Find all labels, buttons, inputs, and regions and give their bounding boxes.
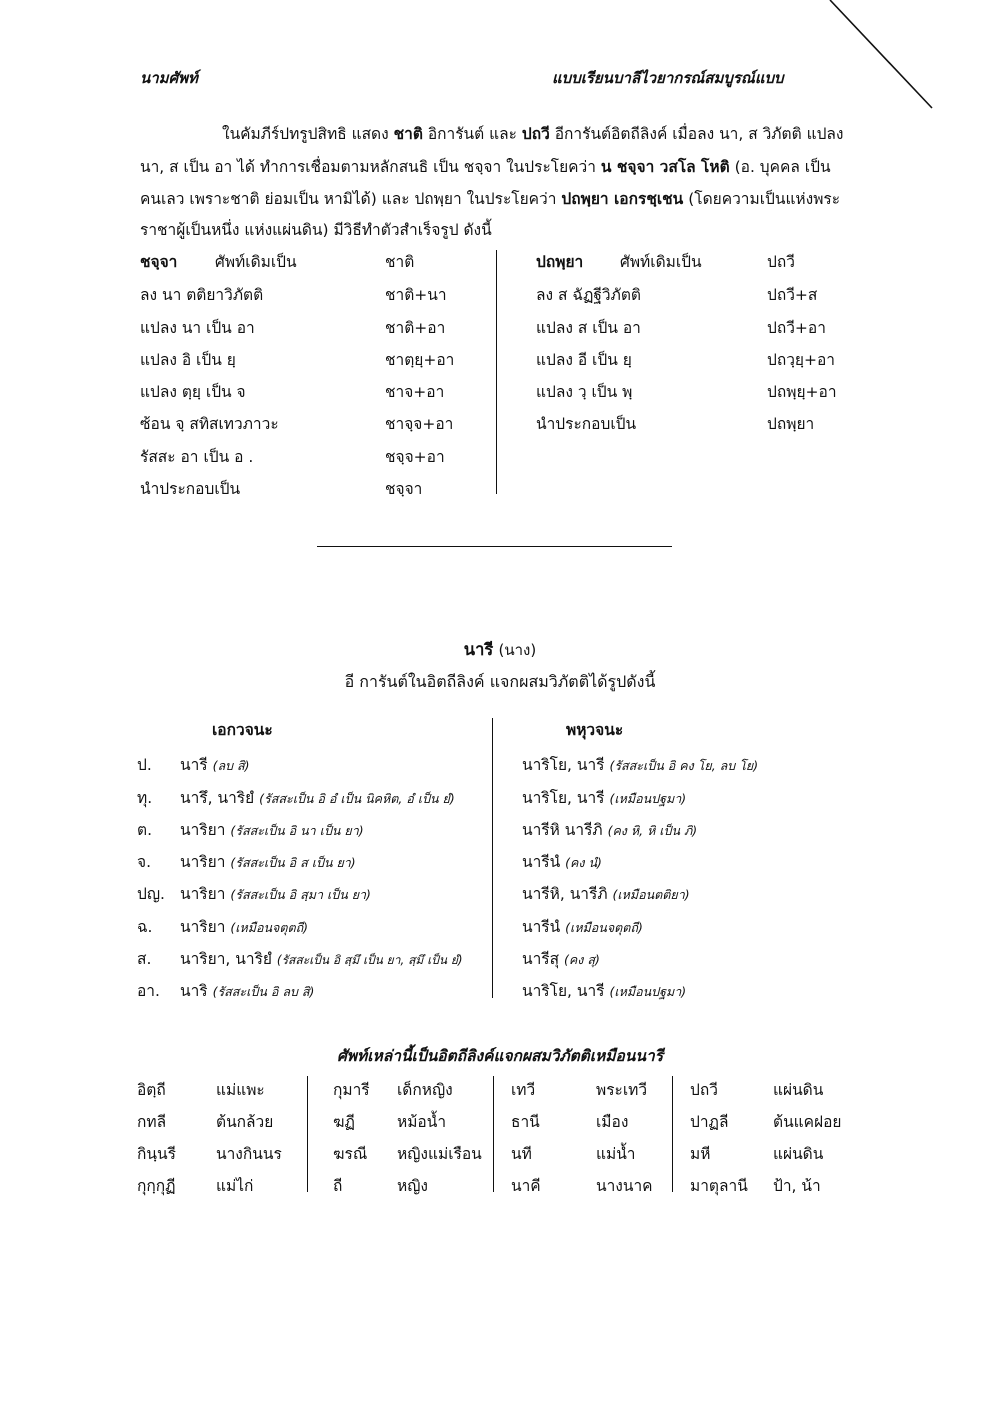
nari-subtitle: อี การันต์ในอิตถีลิงค์ แจกผสมวิภัตติได้รูปดังนี้	[344, 672, 656, 691]
wordlist-meaning: แผ่นดิน	[773, 1081, 824, 1099]
wordlist-term: ฆฏี	[333, 1113, 355, 1131]
derivation-right-step: แปลง วฺ เป็น พฺ	[536, 383, 633, 401]
wordlist-term: มาตุลานี	[690, 1177, 748, 1195]
singular-heading: เอกวจนะ	[212, 721, 273, 739]
derivation-left-step: รัสสะ อา เป็น อ .	[140, 448, 254, 466]
wordlist-divider-2	[493, 1076, 494, 1192]
wordlist-meaning: พระเทวี	[596, 1081, 648, 1099]
wordlist-meaning: หม้อน้ำ	[397, 1113, 447, 1131]
wordlist-meaning: เมือง	[596, 1113, 629, 1131]
wordlist-meaning: ป้า, น้า	[773, 1177, 821, 1195]
wordlist-term: ถี	[333, 1177, 343, 1195]
plural-form	[522, 752, 758, 777]
singular-form	[180, 849, 356, 874]
declension-divider	[492, 718, 493, 998]
plural-word: นาริโย, นารี	[522, 982, 605, 1000]
case-label: ฉ.	[137, 918, 153, 936]
intro-line-2: นา, ส เป็น อา ได้ ทำการเชื่อมตามหลักสนธิ เป็น ชจฺจา ในประโยคว่า น ชจฺจา วสโล โหติ (อ. บุคคล เป็น	[140, 158, 831, 176]
plural-note: (คง สุ)	[564, 952, 600, 967]
plural-word: นารีหิ นารีภิ	[522, 821, 603, 839]
singular-form	[180, 946, 463, 971]
plural-note: (รัสสะเป็น อิ คง โย, ลบ โย)	[609, 758, 759, 773]
wordlist-term: มหี	[690, 1145, 711, 1163]
derivation-left-result: ชาจฺจ+อา	[385, 415, 454, 433]
plural-word: นาริโย, นารี	[522, 756, 605, 774]
wordlist-term: อิตฺถี	[137, 1081, 166, 1099]
plural-note: (เหมือนจตุตถี)	[565, 920, 643, 935]
derivation-left-step: แปลง นา เป็น อา	[140, 319, 255, 337]
plural-heading: พหุวจนะ	[566, 721, 624, 739]
derivation-right-step: แปลง ส เป็น อา	[536, 319, 641, 337]
singular-form	[180, 978, 314, 1003]
derivation-left-step: แปลง ตฺยฺ เป็น จ	[140, 383, 246, 401]
derivation-right-result: ปถพฺยฺ+อา	[767, 383, 837, 401]
derivation-left-step: ลง นา ตติยาวิภัตติ	[140, 286, 264, 304]
wordlist-meaning: แม่ไก่	[216, 1177, 254, 1195]
derivation-right-result: ปถวฺยฺ+อา	[767, 351, 836, 369]
wordlist-meaning: หญิงแม่เรือน	[397, 1145, 482, 1163]
nari-title-block	[0, 637, 1000, 663]
derivation-right-result: ปถวี+ส	[767, 286, 818, 304]
derivation-right-word: ปถพฺยา	[536, 253, 584, 271]
plural-form	[522, 914, 643, 939]
singular-note: (รัสสะเป็น อิ สฺมึ เป็น ยา, สฺมึ เป็น ยํ)	[276, 953, 463, 967]
derivation-left-step: แปลง อิ เป็น ยฺ	[140, 351, 236, 369]
wordlist-term: ปถวี	[690, 1081, 718, 1099]
section-separator	[317, 546, 672, 547]
singular-word: นาริยา	[180, 853, 226, 871]
wordlist-meaning: แม่แพะ	[216, 1081, 265, 1099]
singular-word: นาริ	[180, 982, 208, 1000]
derivation-right-step: ลง ส ฉัฏฐีวิภัตติ	[536, 286, 641, 304]
derivation-right-step: แปลง อี เป็น ยฺ	[536, 351, 632, 369]
derivation-left-result: ชาจ+อา	[385, 383, 445, 401]
singular-word: นาริยา, นาริยํ	[180, 950, 272, 968]
singular-note: (รัสสะเป็น อิ สฺมา เป็น ยา)	[230, 887, 371, 902]
singular-form	[180, 881, 371, 906]
intro-line-1: ในคัมภีร์ปทรูปสิทธิ แสดง ชาติ อิการันต์ และ ปถวี อีการันต์อิตถีลิงค์ เมื่อลง นา, ส วิภัตติ แปลง	[222, 125, 844, 143]
singular-word: นารึ, นาริยํ	[180, 789, 255, 807]
singular-note: (รัสสะเป็น อิ อํ เป็น นิคหิต, อํ เป็น ยํ)	[259, 791, 455, 806]
nari-title: นารี	[463, 640, 494, 659]
derivation-left-result: ชจฺจา	[385, 480, 423, 498]
singular-note: (รัสสะเป็น อิ ส เป็น ยา)	[230, 855, 356, 870]
nari-title-gloss: (นาง)	[498, 641, 537, 659]
singular-note: (ลบ สิ)	[212, 758, 250, 773]
wordlist-meaning: นางนาค	[596, 1177, 653, 1195]
singular-note: (รัสสะเป็น อิ นา เป็น ยา)	[230, 823, 364, 838]
case-label: อา.	[137, 982, 160, 1000]
wordlist-title: ศัพท์เหล่านี้เป็นอิตถีลิงค์แจกผสมวิภัตติเหมือนนารี	[336, 1047, 664, 1065]
singular-note: (รัสสะเป็น อิ ลบ สิ)	[212, 984, 315, 999]
wordlist-term: เทวี	[511, 1081, 536, 1099]
singular-word: นาริยา	[180, 918, 226, 936]
derivation-right-result: ปถพฺยา	[767, 415, 815, 433]
plural-form	[522, 978, 686, 1003]
plural-word: นารีสุ	[522, 950, 560, 968]
plural-form	[522, 785, 686, 810]
derivation-divider	[496, 250, 497, 494]
case-label: ป.	[137, 756, 152, 774]
plural-form	[522, 817, 697, 842]
intro-line-4: ราชาผู้เป็นหนึ่ง แห่งแผ่นดิน) มีวิธีทำตัวสำเร็จรูป ดังนี้	[140, 221, 492, 239]
plural-note: (คง นํ)	[565, 855, 602, 870]
singular-word: นารี	[180, 756, 208, 774]
derivation-left-result: ชาติ	[385, 253, 415, 271]
wordlist-divider-3	[672, 1076, 673, 1192]
wordlist-term: กินฺนรี	[137, 1145, 176, 1163]
derivation-left-step: ซ้อน จฺ สทิสเทวภาวะ	[140, 415, 279, 433]
singular-form	[180, 752, 250, 777]
singular-note: (เหมือนจตุตถี)	[230, 920, 309, 935]
wordlist-meaning: นางกินนร	[216, 1145, 282, 1163]
derivation-right-base-label: ศัพท์เดิมเป็น	[620, 253, 702, 271]
derivation-left-word: ชจฺจา	[140, 253, 178, 271]
wordlist-term: กุกฺกุฏี	[137, 1177, 176, 1195]
plural-word: นารีนํ	[522, 918, 561, 936]
wordlist-term: นาคี	[511, 1177, 541, 1195]
derivation-right-result: ปถวี+อา	[767, 319, 826, 337]
plural-note: (เหมือนปฐมา)	[609, 984, 687, 999]
derivation-left-result: ชาตฺยฺ+อา	[385, 351, 455, 369]
wordlist-meaning: ต้นกล้วย	[216, 1113, 274, 1131]
header-right: แบบเรียนบาลีไวยากรณ์สมบูรณ์แบบ	[552, 69, 784, 87]
derivation-left-result: ชาติ+อา	[385, 319, 446, 337]
derivation-right-result: ปถวี	[767, 253, 795, 271]
intro-line-3: คนเลว เพราะชาติ ย่อมเป็น หามิได้) และ ปถพฺยา ในประโยคว่า ปถพฺยา เอกรชฺเชน (โดยความเป็นแห่งพระ	[140, 190, 841, 208]
wordlist-meaning: เด็กหญิง	[397, 1081, 453, 1099]
wordlist-meaning: หญิง	[397, 1177, 428, 1195]
header-left: นามศัพท์	[140, 69, 198, 87]
plural-form	[522, 946, 600, 971]
derivation-left-result: ชาติ+นา	[385, 286, 447, 304]
wordlist-term: กุมารี	[333, 1081, 370, 1099]
plural-note: (เหมือนปฐมา)	[609, 791, 687, 806]
case-label: ส.	[137, 950, 152, 968]
wordlist-term: กทลี	[137, 1113, 167, 1131]
derivation-right-step: นำประกอบเป็น	[536, 415, 637, 433]
case-label: ปญ.	[137, 885, 165, 903]
case-label: ต.	[137, 821, 152, 839]
singular-word: นาริยา	[180, 821, 226, 839]
wordlist-term: ปาฏลี	[690, 1113, 729, 1131]
wordlist-divider-1	[307, 1076, 308, 1192]
wordlist-term: ฆรณี	[333, 1145, 368, 1163]
plural-note: (คง หิ, หิ เป็น ภิ)	[607, 823, 698, 838]
singular-form	[180, 817, 364, 842]
singular-form	[180, 914, 308, 939]
case-label: จ.	[137, 853, 152, 871]
derivation-left-base-label: ศัพท์เดิมเป็น	[215, 253, 297, 271]
derivation-left-step: นำประกอบเป็น	[140, 480, 241, 498]
plural-word: นาริโย, นารี	[522, 789, 605, 807]
singular-form	[180, 785, 455, 810]
plural-note: (เหมือนตติยา)	[612, 887, 690, 902]
singular-word: นาริยา	[180, 885, 226, 903]
corner-fold-line	[820, 0, 940, 112]
plural-word: นารีนํ	[522, 853, 561, 871]
wordlist-meaning: แม่น้ำ	[596, 1145, 636, 1163]
wordlist-meaning: ต้นแคฝอย	[773, 1113, 842, 1131]
wordlist-term: ธานี	[511, 1113, 540, 1131]
plural-word: นารีหิ, นารีภิ	[522, 885, 608, 903]
case-label: ทุ.	[137, 789, 153, 807]
derivation-left-result: ชจฺจ+อา	[385, 448, 445, 466]
plural-form	[522, 849, 602, 874]
plural-form	[522, 881, 690, 906]
wordlist-term: นที	[511, 1145, 532, 1163]
wordlist-meaning: แผ่นดิน	[773, 1145, 824, 1163]
